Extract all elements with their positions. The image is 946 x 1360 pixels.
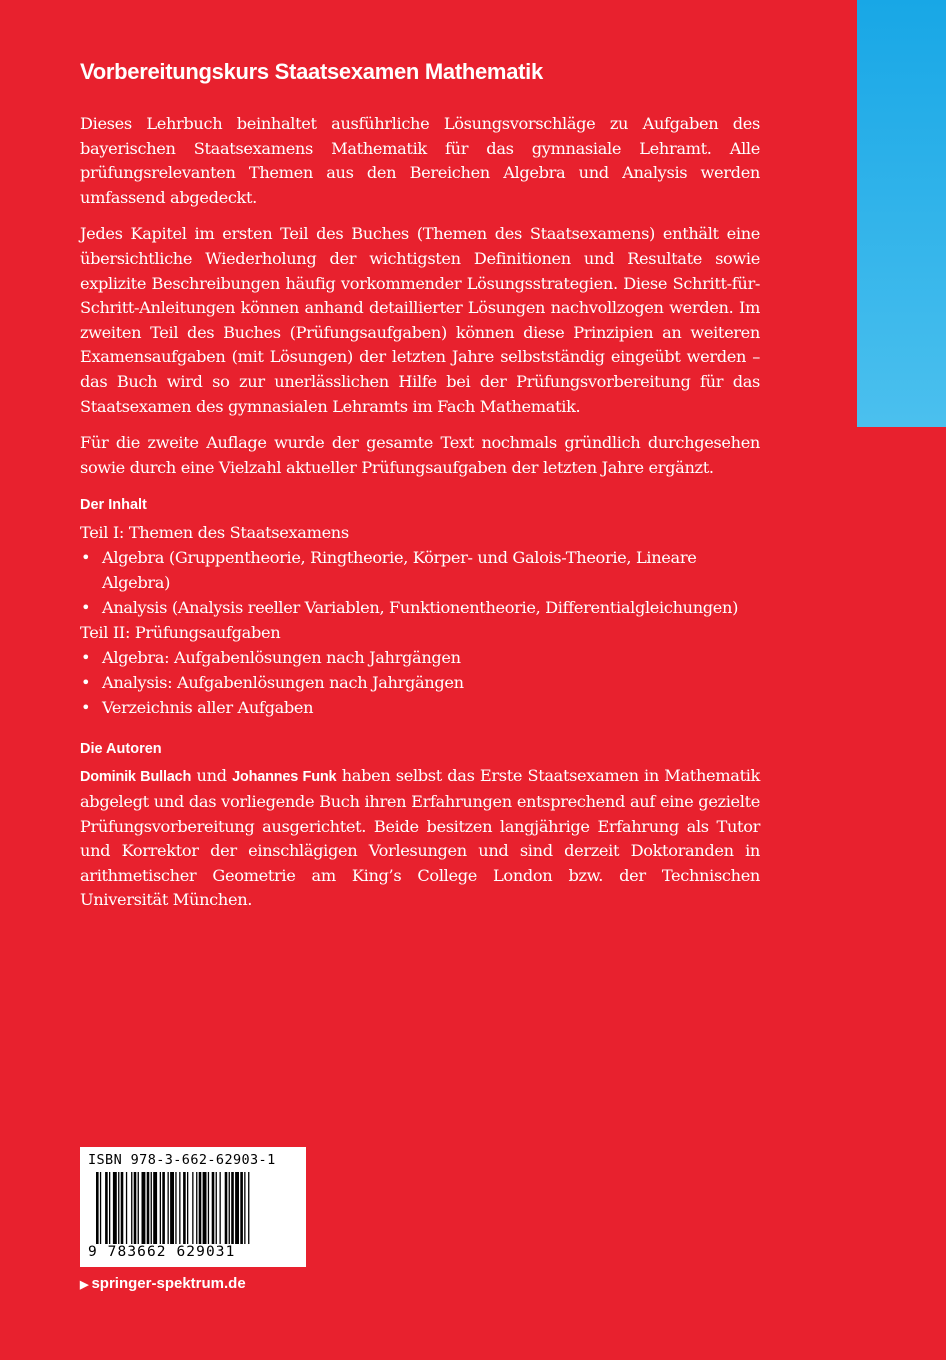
triangle-right-icon: ▶ — [80, 1279, 89, 1291]
description-paragraph-1: Dieses Lehrbuch beinhaltet ausführliche Lösungsvorschläge zu Aufgaben des bayerischen Staatsexamens Mathematik für das gymnasiale Lehramt. Alle prüfungsrelevanten Themen aus den Bereichen Algebra und Analysis werden umfassend abgedeckt. — [80, 114, 760, 207]
authors-bio: haben selbst das Erste Staatsexamen in Mathematik abgelegt und das vorliegende Buch ihren Erfahrungen entsprechend auf eine gezielte Prüfungsvorbereitung ausgerichtet. Beide besitzen langjährige Erfahrung als Tutor und Korrektor der einschlägigen Vorlesungen und sind derzeit Doktoranden in arithmetischer Geometrie am King’s College London bzw. der Technischen Universität München. — [80, 766, 761, 910]
author-connector: und — [196, 766, 227, 786]
bullet-icon: • — [81, 648, 91, 668]
bullet-icon: • — [81, 598, 91, 618]
publisher-website[interactable] — [80, 1275, 246, 1292]
isbn-barcode — [80, 1147, 306, 1267]
author-1-name: Dominik Bullach — [80, 769, 192, 786]
part2-list — [80, 645, 760, 720]
bullet-icon: • — [81, 698, 91, 718]
blue-accent-bar — [857, 0, 946, 427]
part2-title: Teil II: Prüfungsaufgaben — [80, 623, 281, 643]
author-2-name: Johannes Funk — [232, 769, 337, 786]
list-item: • Algebra (Gruppentheorie, Ringtheorie, Körper- und Galois-Theorie, Lineare Algebra) — [80, 545, 760, 595]
list-item: • Verzeichnis aller Aufgaben — [80, 695, 760, 720]
bullet-icon: • — [81, 673, 91, 693]
authors-paragraph — [80, 764, 760, 913]
barcode-digits: 9 783662 629031 — [88, 1244, 236, 1260]
back-cover-text — [80, 58, 760, 925]
isbn-label: ISBN 978-3-662-62903-1 — [88, 1152, 276, 1168]
description-paragraph-3: Für die zweite Auflage wurde der gesamte Text nochmals gründlich durchgesehen sowie durch eine Vielzahl aktueller Prüfungsaufgaben der letzten Jahre ergänzt. — [80, 433, 760, 477]
book-title: Vorbereitungskurs Staatsexamen Mathematik — [80, 59, 543, 84]
bullet-icon: • — [81, 548, 91, 568]
contents-heading: Der Inhalt — [80, 497, 147, 514]
list-item: • Algebra: Aufgabenlösungen nach Jahrgängen — [80, 645, 760, 670]
part1-title: Teil I: Themen des Staatsexamens — [80, 523, 349, 543]
website-label: springer-spektrum.de — [91, 1275, 246, 1292]
description-paragraph-2: Jedes Kapitel im ersten Teil des Buches (Themen des Staatsexamens) enthält eine übersichtliche Wiederholung der wichtigsten Definitionen und Resultate sowie explizite Beschreibungen häufig vorkommender Lösungsstrategien. Diese Schritt-für-Schritt-Anleitungen können anhand detaillierter Lösungen nachvollzogen werden. Im zweiten Teil des Buches (Prüfungsaufgaben) können diese Prinzipien an weiteren Examensaufgaben (mit Lösungen) der letzten Jahre selbstständig eingeübt werden – das Buch wird so zur unerlässlichen Hilfe bei der Prüfungsvorbereitung für das Staatsexamen des gymnasialen Lehramts im Fach Mathematik. — [80, 224, 760, 416]
authors-heading: Die Autoren — [80, 741, 162, 758]
part1-list — [80, 545, 760, 620]
list-item: • Analysis (Analysis reeller Variablen, Funktionentheorie, Differentialgleichungen) — [80, 595, 760, 620]
list-item: • Analysis: Aufgabenlösungen nach Jahrgängen — [80, 670, 760, 695]
